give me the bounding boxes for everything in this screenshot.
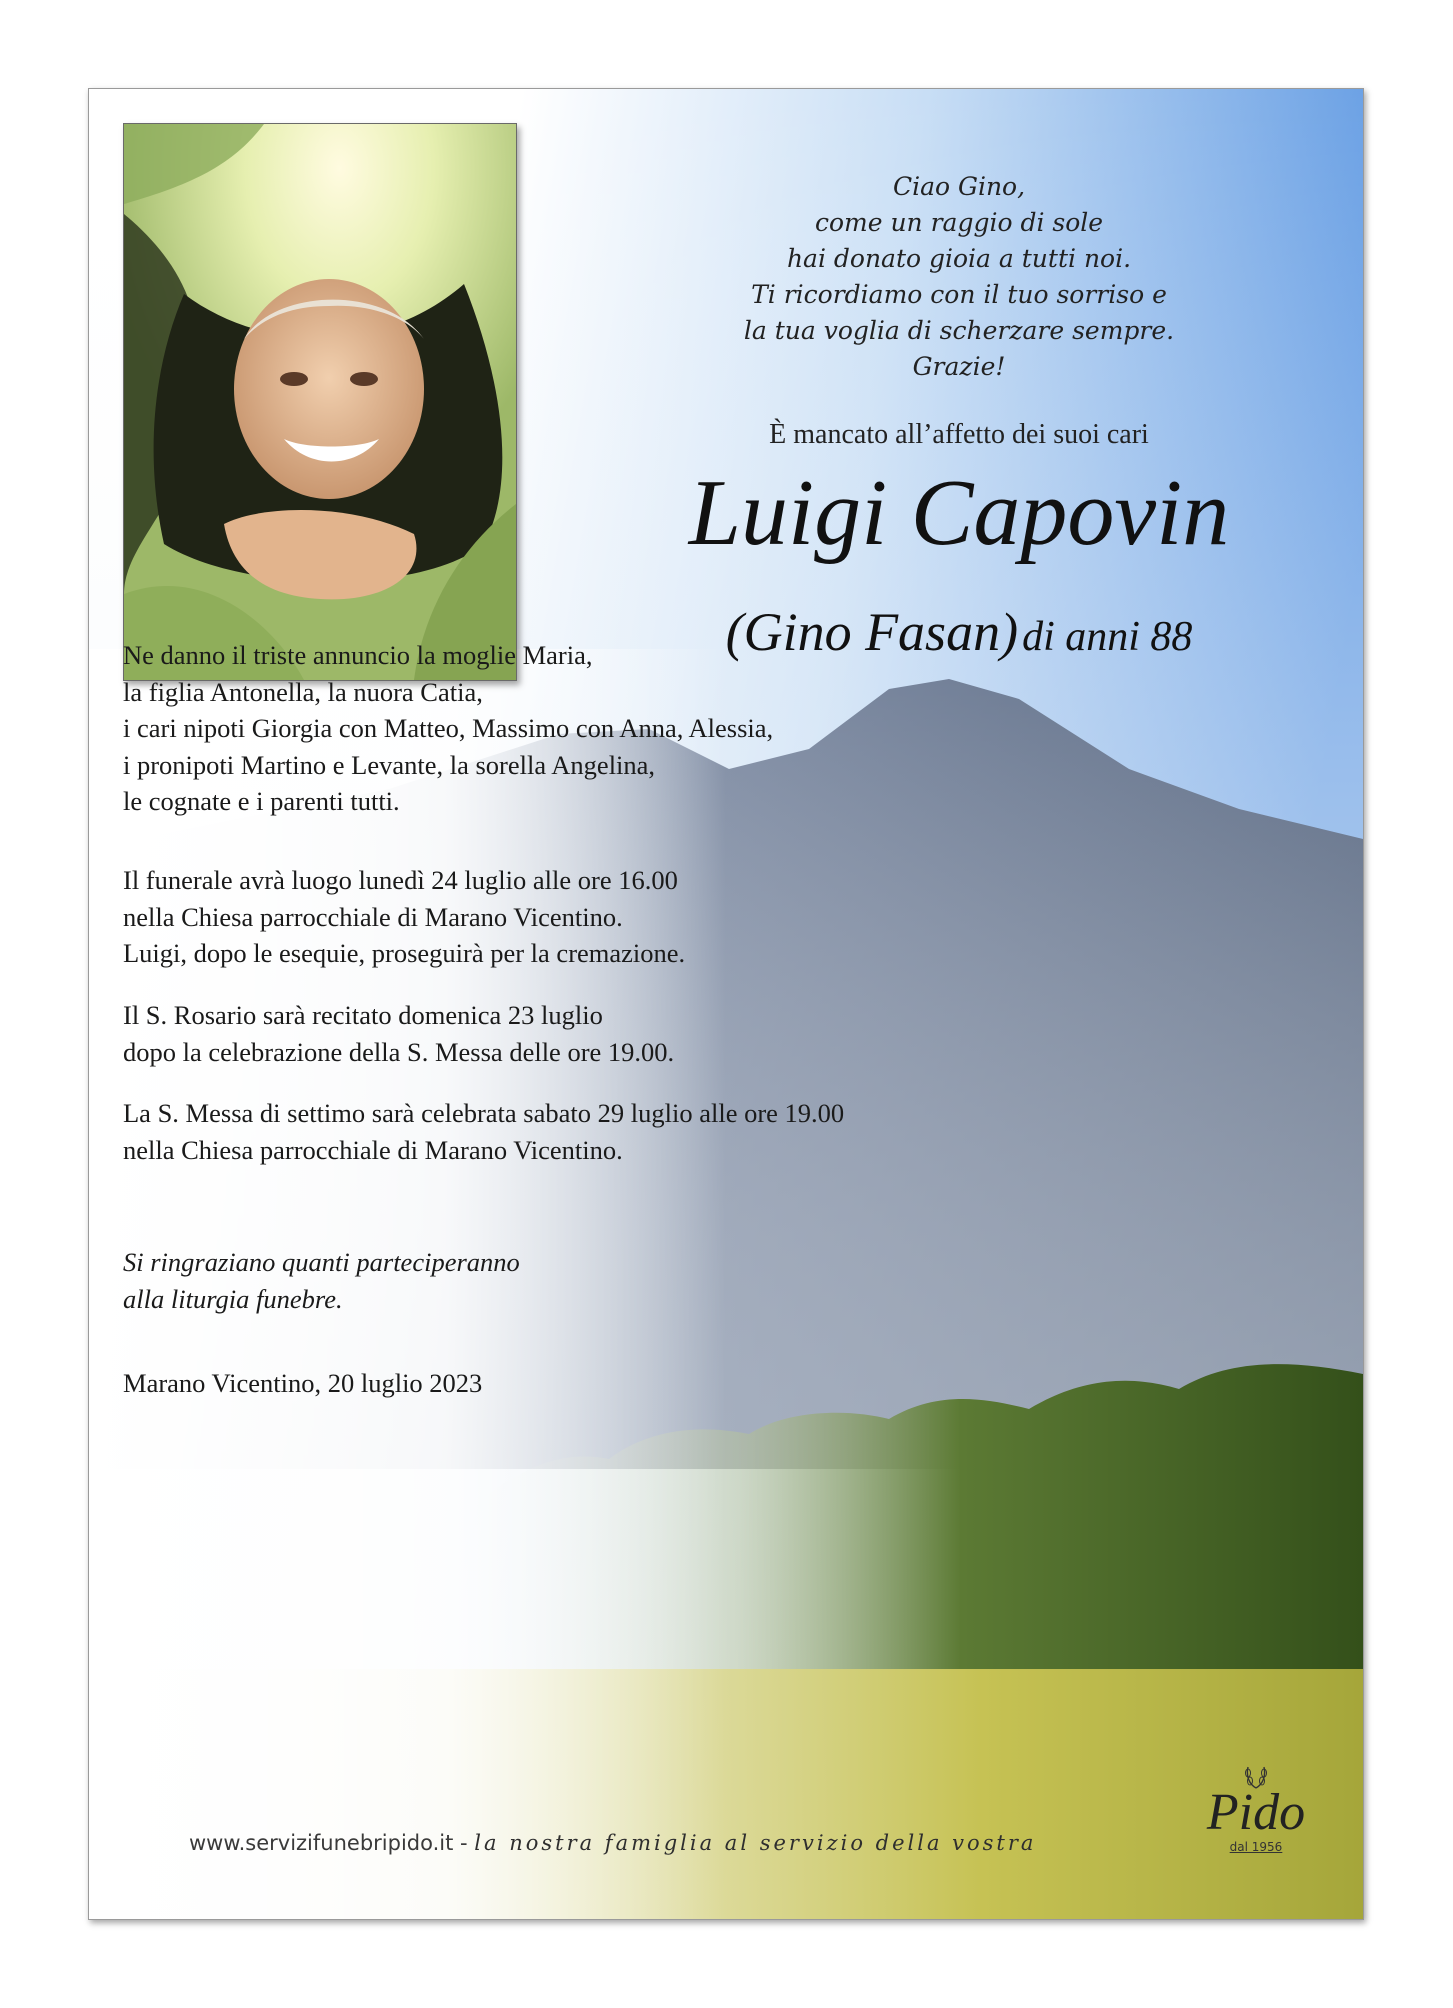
portrait-photo bbox=[123, 123, 517, 681]
poem-line: Ciao Gino, bbox=[892, 172, 1026, 201]
announcement-block bbox=[123, 637, 773, 820]
poem-line: la tua voglia di scherzare sempre. bbox=[743, 316, 1175, 345]
funeral-line: nella Chiesa parrocchiale di Marano Vicentino. bbox=[123, 901, 623, 932]
place-date bbox=[123, 1365, 482, 1402]
announcement-line: le cognate e i parenti tutti. bbox=[123, 786, 400, 816]
poem-line: hai donato gioia a tutti noi. bbox=[786, 244, 1132, 273]
deceased-age: di anni 88 bbox=[1022, 614, 1193, 660]
announcement-line: Ne danno il triste annuncio la moglie Maria, bbox=[123, 640, 593, 670]
rosary-block bbox=[123, 997, 674, 1070]
death-notice-intro: È mancato all’affetto dei suoi cari bbox=[769, 419, 1149, 450]
logo-since: dal 1956 bbox=[1229, 1840, 1283, 1854]
mass-line: La S. Messa di settimo sarà celebrata sabato 29 luglio alle ore 19.00 bbox=[123, 1098, 845, 1128]
obituary-card bbox=[88, 88, 1364, 1920]
deceased-nickname: (Gino Fasan) bbox=[725, 602, 1019, 662]
website-link[interactable]: www.servizifunebripido.it bbox=[189, 1831, 454, 1855]
funeral-line: Luigi, dopo le esequie, proseguirà per la cremazione. bbox=[123, 938, 686, 968]
laurel-icon bbox=[1241, 1764, 1271, 1790]
mass-block bbox=[123, 1095, 844, 1168]
poem-line: Grazie! bbox=[912, 352, 1006, 381]
funeral-block bbox=[123, 862, 685, 972]
poem-line: Ti ricordiamo con il tuo sorriso e bbox=[751, 280, 1167, 309]
rosary-line: dopo la celebrazione della S. Messa delle ore 19.00. bbox=[123, 1036, 675, 1067]
poem-line: come un raggio di sole bbox=[814, 208, 1104, 237]
place-date-text: Marano Vicentino, 20 luglio 2023 bbox=[123, 1368, 483, 1398]
rosary-line: Il S. Rosario sarà recitato domenica 23 luglio bbox=[123, 1000, 603, 1030]
announcement-line: la figlia Antonella, la nuora Catia, bbox=[123, 676, 483, 707]
deceased-name: Luigi Capovin bbox=[688, 461, 1230, 565]
footer-motto: la nostra famiglia al servizio della vostra bbox=[474, 1831, 1037, 1855]
funeral-line: Il funerale avrà luogo lunedì 24 luglio alle ore 16.00 bbox=[123, 865, 678, 895]
thanks-line: alla liturgia funebre. bbox=[123, 1283, 343, 1314]
thanks-block bbox=[123, 1244, 520, 1317]
mass-line: nella Chiesa parrocchiale di Marano Vicentino. bbox=[123, 1134, 623, 1165]
thanks-line: Si ringraziano quanti parteciperanno bbox=[123, 1247, 520, 1277]
announcement-line: i cari nipoti Giorgia con Matteo, Massimo con Anna, Alessia, bbox=[123, 713, 774, 743]
memorial-poem bbox=[629, 169, 1289, 385]
footer-separator: - bbox=[453, 1831, 475, 1855]
funeral-home-logo bbox=[1191, 1764, 1321, 1874]
logo-name: Pido bbox=[1206, 1784, 1306, 1841]
footer bbox=[189, 1831, 1036, 1855]
announcement-line: i pronipoti Martino e Levante, la sorella Angelina, bbox=[123, 749, 656, 780]
